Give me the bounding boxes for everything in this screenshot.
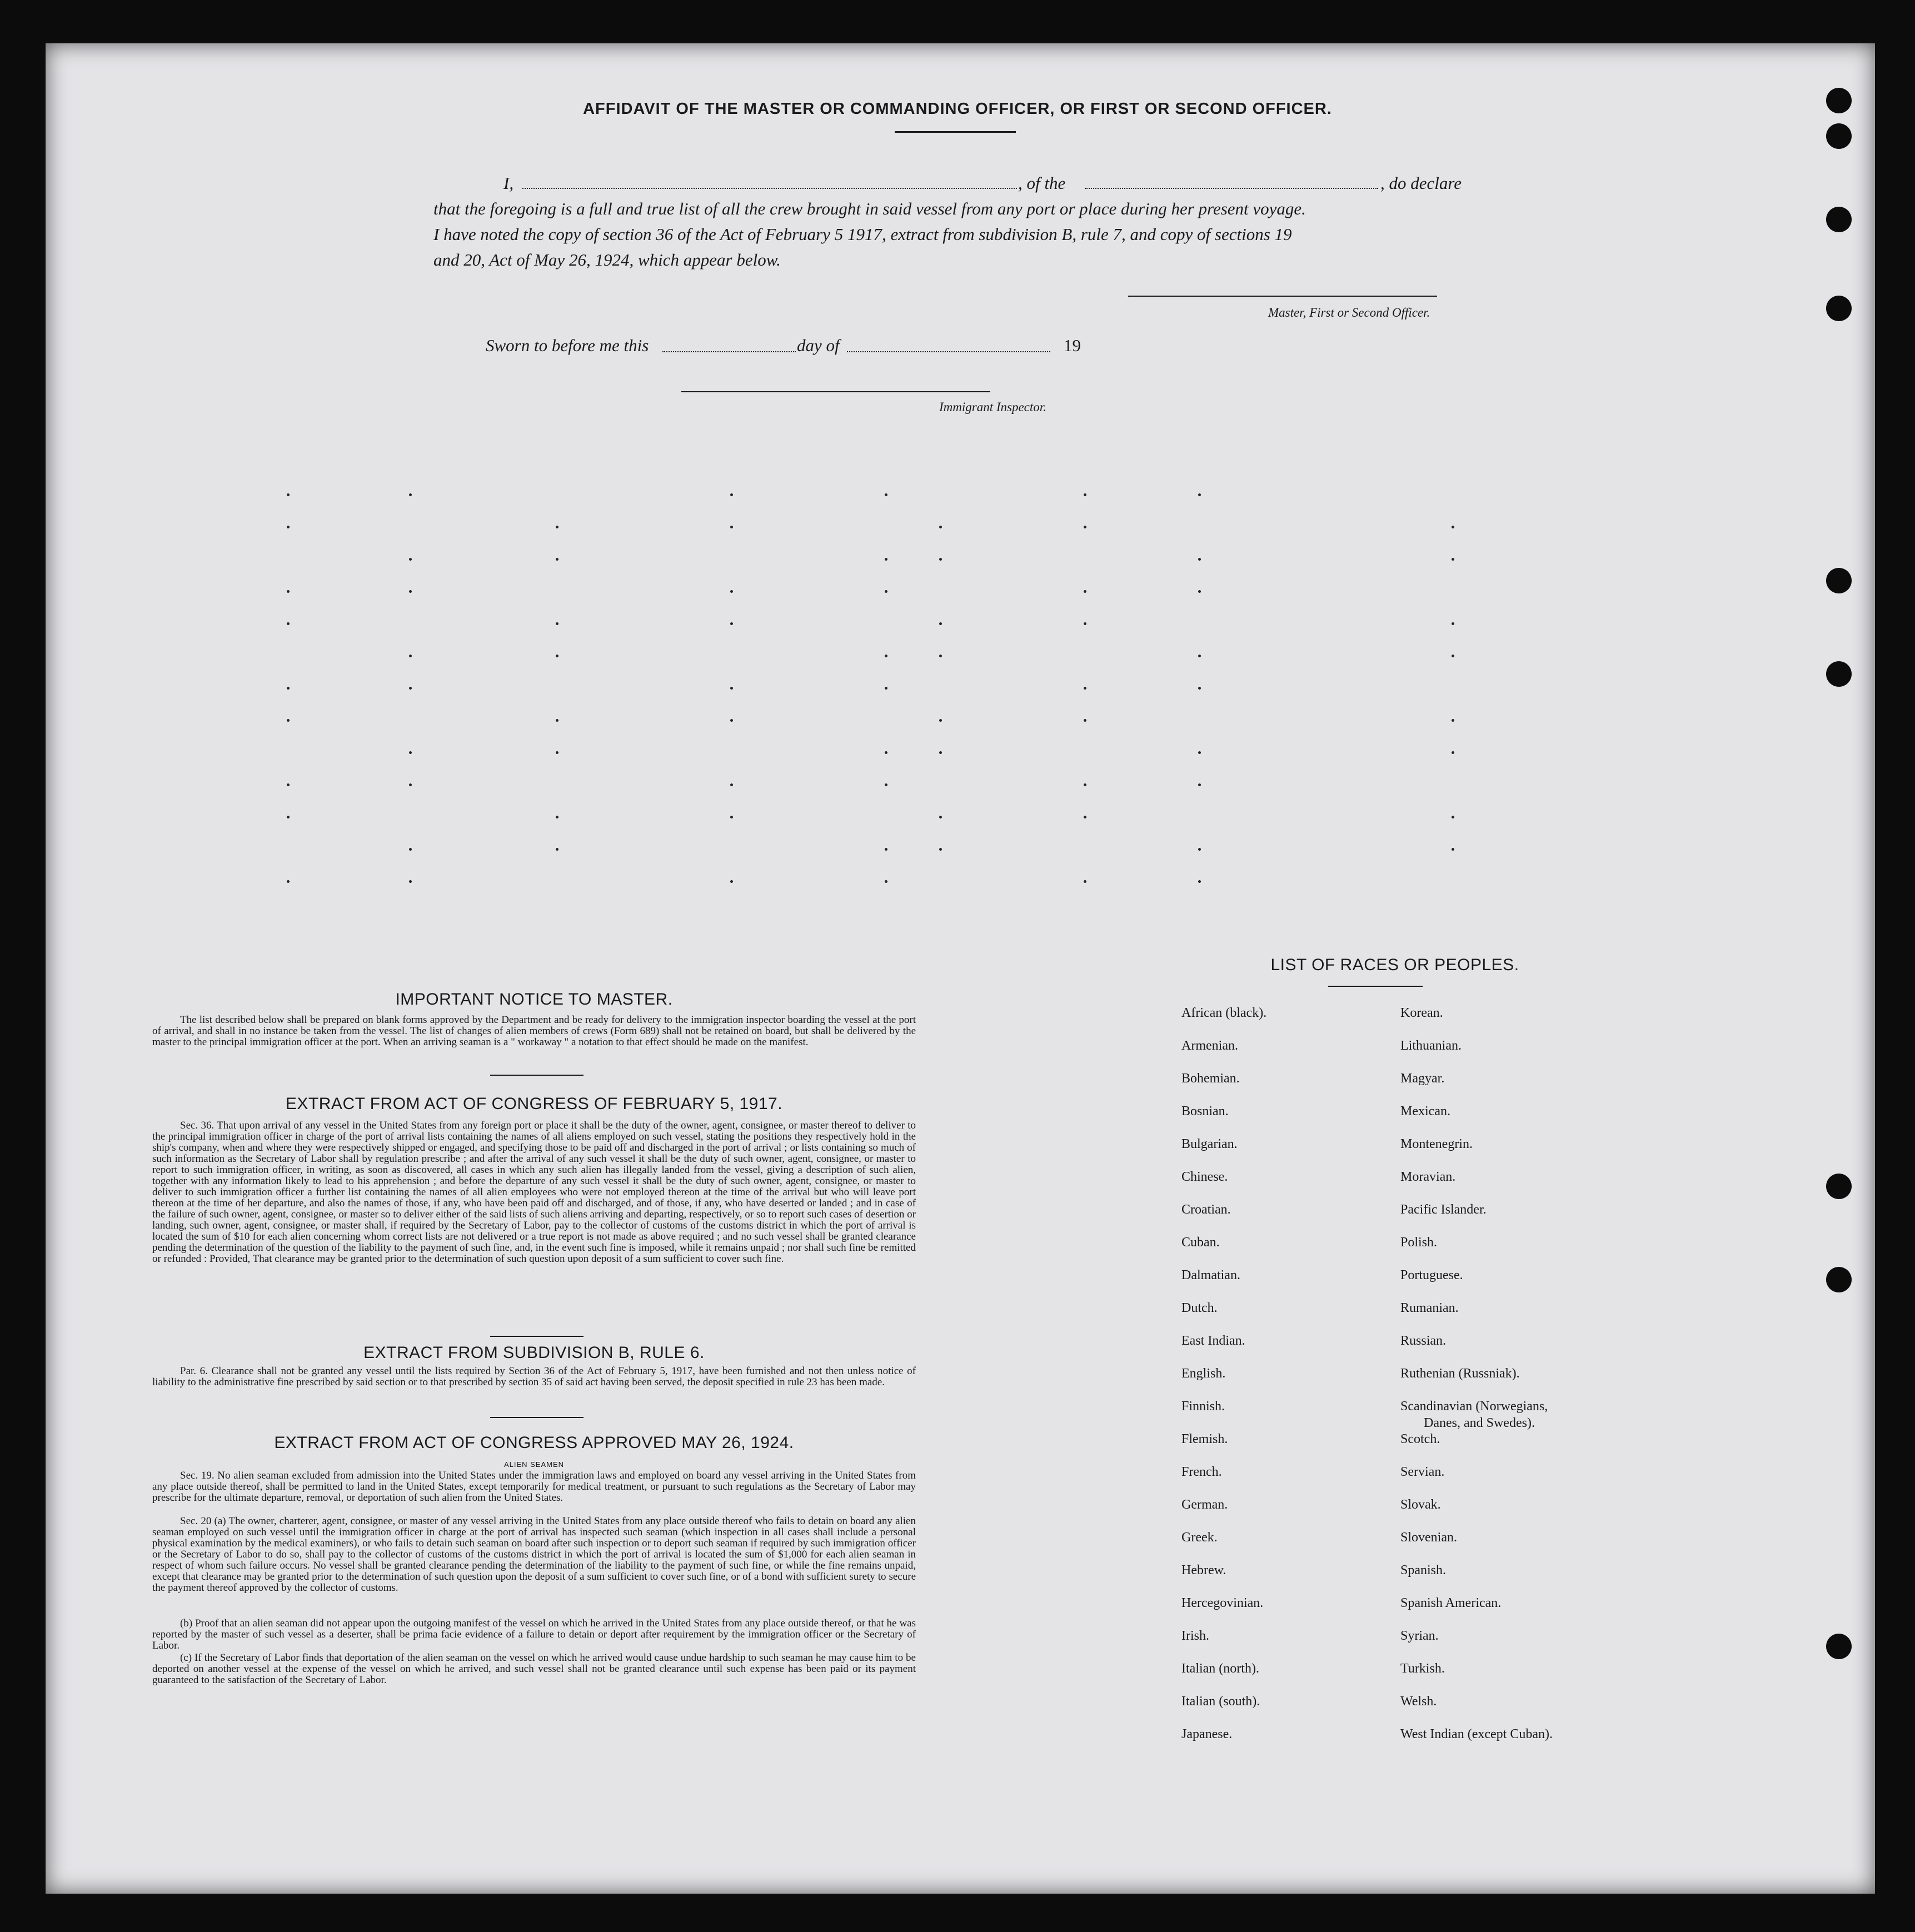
race-item: Montenegrin.	[1400, 1137, 1473, 1151]
race-item: Mexican.	[1400, 1104, 1450, 1119]
guide-dot	[287, 719, 290, 722]
race-item: Hercegovinian.	[1181, 1596, 1264, 1610]
guide-dot	[556, 622, 558, 625]
guide-dot	[885, 687, 887, 690]
guide-dot	[730, 880, 733, 883]
year-prefix: 19	[1064, 336, 1081, 355]
race-item: Croatian.	[1181, 1202, 1231, 1217]
race-item: Korean.	[1400, 1006, 1443, 1020]
guide-dot	[885, 493, 887, 496]
race-item: Armenian.	[1181, 1039, 1238, 1053]
race-item: Portuguese.	[1400, 1268, 1463, 1282]
race-item: Dalmatian.	[1181, 1268, 1240, 1282]
guide-dot	[1084, 493, 1086, 496]
subdivision-b-divider	[490, 1417, 584, 1418]
race-item: Flemish.	[1181, 1432, 1228, 1446]
inspector-caption: Immigrant Inspector.	[939, 400, 1046, 414]
guide-dot	[556, 558, 558, 561]
guide-dot	[939, 526, 942, 528]
race-item: African (black).	[1181, 1006, 1267, 1020]
guide-dot	[1084, 880, 1086, 883]
affidavit-title: AFFIDAVIT OF THE MASTER OR COMMANDING OFFICER, OR FIRST OR SECOND OFFICER.	[583, 100, 1332, 118]
guide-dot	[1084, 526, 1086, 528]
race-item: Spanish.	[1400, 1563, 1447, 1577]
guide-dot	[730, 783, 733, 786]
title-underline	[895, 131, 1016, 133]
race-item: Italian (south).	[1181, 1694, 1260, 1709]
race-item: Ruthenian (Russniak).	[1400, 1366, 1520, 1381]
punch-hole	[1826, 1267, 1852, 1292]
sworn-month-field[interactable]	[847, 351, 1050, 352]
guide-dot	[1452, 655, 1454, 657]
race-item: Spanish American.	[1400, 1596, 1502, 1610]
inspector-signature-line[interactable]	[681, 391, 990, 392]
punch-hole	[1826, 123, 1852, 149]
race-item: Greek.	[1181, 1530, 1218, 1545]
guide-dot	[885, 558, 887, 561]
guide-dot	[287, 880, 290, 883]
guide-dot	[885, 783, 887, 786]
punch-hole	[1826, 568, 1852, 593]
guide-dot	[556, 526, 558, 528]
guide-dot	[556, 655, 558, 657]
extract-1924-subtitle: ALIEN SEAMEN	[503, 1460, 565, 1469]
race-item: English.	[1181, 1366, 1226, 1381]
guide-dot	[885, 590, 887, 593]
race-item: Slovak.	[1400, 1497, 1441, 1512]
guide-dot	[287, 493, 290, 496]
guide-dot	[409, 687, 412, 690]
guide-dot	[730, 719, 733, 722]
guide-dot	[409, 783, 412, 786]
guide-dot	[556, 816, 558, 818]
guide-dot	[556, 751, 558, 754]
guide-dot	[939, 719, 942, 722]
guide-dot	[885, 848, 887, 851]
extract-1917-body: Sec. 36. That upon arrival of any vessel in the United States from any foreign port or place it shall be the duty of the owner, agent, consignee, or master thereof to deliver to the principal immigration officer in charge of the port of arrival lists containing the names of all aliens employed on such vessel, stating the positions they respectively hold in the ship's company, when and where they were respectively shipped or engaged, and specifying those to be paid off and discharged in the port of arrival ; or lists containing so much of such information as the Secretary of Labor shall by regulation prescribe ; and after the arrival of any such vessel it shall be the duty of such owner, agent, consignee, or master to report to such immigration officer, in writing, as soon as discovered, all cases in which any such alien has illegally landed from the vessel, giving a description of such alien, together with any information likely to lead to his apprehension ; and before the departure of any such vessel it shall be the duty of such owner, agent, consignee, or master to deliver to such immigration officer a further list containing the names of all alien employees who were not employed thereon at the time of the arrival but who will leave port thereon at the time of her departure, and also the names of those, if any, who have been paid off and discharged, and of those, if any, who have deserted or landed ; and in case of the failure of such owner, agent, consignee, or master so to deliver either of the said lists of such aliens arriving and departing, respectively, or so to report such cases of desertion or landing, such owner, agent, consignee, or master shall, if required by the Secretary of Labor, pay to the collector of customs of the customs district in which the port of arrival is located the sum of $10 for each alien concerning whom correct lists are not delivered or a true report is not made as above required ; and no such vessel shall be granted clearance pending the determination of the question of the liability to the payment of such fine, and, in the event such fine is imposed, while it remains unpaid ; nor shall such fine be remitted or refunded : Provided, That clearance may be granted prior to the determination of such question upon deposit of a sum sufficient to cover such fine.	[152, 1120, 916, 1265]
race-item: Moravian.	[1400, 1170, 1456, 1184]
race-item: Scotch.	[1400, 1432, 1440, 1446]
affidavit-line-3: I have noted the copy of section 36 of the Act of February 5 1917, extract from subdivision B, rule 7, and copy of sections 19	[433, 224, 1292, 244]
guide-dot	[1452, 848, 1454, 851]
affidavit-line-4: and 20, Act of May 26, 1924, which appear below.	[433, 250, 781, 269]
guide-dot	[730, 590, 733, 593]
extract-1924-sec20b: (b) Proof that an alien seaman did not appear upon the outgoing manifest of the vessel on which he arrived in the United States from any place outside thereof, or that he was reported by the master of such vessel as a deserter, shall be prima facie evidence of a failure to detain or deport after requirement by the immigration officer or the Secretary of Labor.	[152, 1618, 916, 1651]
guide-dot	[1452, 622, 1454, 625]
guide-dot	[287, 622, 290, 625]
punch-hole	[1826, 661, 1852, 687]
signature-caption: Master, First or Second Officer.	[1268, 306, 1430, 319]
race-item: Italian (north).	[1181, 1661, 1259, 1676]
race-item: Japanese.	[1181, 1727, 1233, 1741]
punch-hole	[1826, 207, 1852, 232]
race-item: French.	[1181, 1465, 1222, 1479]
guide-dot	[939, 622, 942, 625]
guide-dot	[1198, 751, 1201, 754]
race-item: Magyar.	[1400, 1071, 1445, 1086]
guide-dot	[287, 783, 290, 786]
race-item: Servian.	[1400, 1465, 1445, 1479]
signature-line[interactable]	[1128, 296, 1437, 297]
guide-dot	[287, 816, 290, 818]
guide-dot	[287, 526, 290, 528]
notice-divider	[490, 1075, 584, 1076]
guide-dot	[409, 493, 412, 496]
guide-dot	[287, 590, 290, 593]
guide-dot	[1084, 622, 1086, 625]
guide-dot	[1452, 816, 1454, 818]
guide-dot	[556, 719, 558, 722]
guide-dot	[409, 848, 412, 851]
races-divider	[1328, 986, 1423, 987]
guide-dot	[1198, 655, 1201, 657]
race-item: Pacific Islander.	[1400, 1202, 1487, 1217]
guide-dot	[1084, 590, 1086, 593]
sworn-day-field[interactable]	[662, 351, 796, 352]
sworn-label: Sworn to before me this	[486, 336, 649, 355]
race-item: German.	[1181, 1497, 1228, 1512]
guide-dot	[409, 590, 412, 593]
guide-dot	[730, 816, 733, 818]
race-item: Syrian.	[1400, 1629, 1439, 1643]
race-item: Slovenian.	[1400, 1530, 1457, 1545]
guide-dot	[1198, 558, 1201, 561]
affidavit-line-2: that the foregoing is a full and true list of all the crew brought in said vessel from any port or place during her present voyage.	[433, 199, 1306, 218]
guide-dot	[939, 751, 942, 754]
guide-dot	[730, 622, 733, 625]
guide-dot	[409, 880, 412, 883]
guide-dot	[939, 558, 942, 561]
guide-dot	[409, 655, 412, 657]
race-item: Irish.	[1181, 1629, 1209, 1643]
guide-dot	[287, 687, 290, 690]
race-item: East Indian.	[1181, 1334, 1245, 1348]
guide-dot	[1198, 590, 1201, 593]
race-item: Rumanian.	[1400, 1301, 1459, 1315]
guide-dot	[939, 848, 942, 851]
guide-dot	[1084, 783, 1086, 786]
guide-dot	[1452, 719, 1454, 722]
guide-dot	[730, 526, 733, 528]
race-item-scandinavian-cont: Danes, and Swedes).	[1424, 1416, 1535, 1430]
extract-1924-title: EXTRACT FROM ACT OF CONGRESS APPROVED MAY 26, 1924.	[274, 1434, 794, 1452]
race-item: Turkish.	[1400, 1661, 1445, 1676]
guide-dot	[1084, 719, 1086, 722]
guide-dot	[885, 751, 887, 754]
race-item: Hebrew.	[1181, 1563, 1226, 1577]
extract-1924-sec19: Sec. 19. No alien seaman excluded from admission into the United States under the immigration laws and employed on board any vessel arriving in the United States from any place outside thereof, shall be permitted to land in the United States, except temporarily for medical treatment, or pursuant to such regulations as the Secretary of Labor may prescribe for the ultimate departure, removal, or deportation of such alien from the United States.	[152, 1470, 916, 1504]
guide-dot	[1452, 558, 1454, 561]
vessel-field[interactable]	[1085, 188, 1378, 189]
subdivision-b-body: Par. 6. Clearance shall not be granted any vessel until the lists required by Section 36 of the Act of February 5, 1917, have been furnished and not then unless notice of liability to the administrative fine prescribed by said section or to that prescribed by section 35 of said act having been served, the deposit specified in rule 23 has been made.	[152, 1365, 916, 1388]
guide-dot	[939, 816, 942, 818]
race-item: Lithuanian.	[1400, 1039, 1462, 1053]
guide-dot	[1198, 848, 1201, 851]
guide-dot	[885, 655, 887, 657]
race-item: Chinese.	[1181, 1170, 1228, 1184]
affidavit-i-label: I,	[503, 173, 514, 193]
guide-dot	[730, 687, 733, 690]
guide-dot	[1452, 526, 1454, 528]
race-item: Bulgarian.	[1181, 1137, 1238, 1151]
affidavit-declare-label: , do declare	[1380, 173, 1462, 193]
guide-dot	[885, 880, 887, 883]
race-item: Polish.	[1400, 1235, 1438, 1250]
guide-dot	[1198, 687, 1201, 690]
races-title: LIST OF RACES OR PEOPLES.	[1270, 956, 1519, 974]
notice-body: The list described below shall be prepared on blank forms approved by the Department and be ready for delivery to the immigration inspector boarding the vessel at the port of arrival, and shall in no instance be taken from the vessel. The list of changes of alien members of crews (Form 689) shall not be retained on board, but shall be delivered by the master to the principal immigration officer at the port. When an arriving seaman is a " workaway " a notation to that effect should be made on the manifest.	[152, 1014, 916, 1048]
race-item: Dutch.	[1181, 1301, 1218, 1315]
guide-dot	[409, 751, 412, 754]
guide-dot	[1198, 493, 1201, 496]
race-item: Bohemian.	[1181, 1071, 1240, 1086]
form-sheet	[46, 43, 1875, 1894]
race-item: Finnish.	[1181, 1399, 1225, 1414]
extract-1917-title: EXTRACT FROM ACT OF CONGRESS OF FEBRUARY 5, 1917.	[285, 1095, 783, 1113]
guide-dot	[556, 848, 558, 851]
guide-dot	[939, 655, 942, 657]
race-item: Bosnian.	[1181, 1104, 1229, 1119]
punch-hole	[1826, 296, 1852, 321]
race-item: West Indian (except Cuban).	[1400, 1727, 1553, 1741]
punch-hole	[1826, 1634, 1852, 1659]
guide-dot	[1084, 816, 1086, 818]
subdivision-b-title: EXTRACT FROM SUBDIVISION B, RULE 6.	[363, 1344, 705, 1362]
extract-1924-sec20c: (c) If the Secretary of Labor finds that deportation of the alien seaman on the vessel on which he arrived would cause undue hardship to such seaman he may cause him to be deported on another vessel at the expense of the vessel on which he arrived, and such vessel shall not be granted clearance until such expense has been paid or its payment guaranteed to the satisfaction of the Secretary of Labor.	[152, 1652, 916, 1686]
race-item: Cuban.	[1181, 1235, 1220, 1250]
name-field[interactable]	[522, 188, 1017, 189]
notice-title: IMPORTANT NOTICE TO MASTER.	[395, 990, 673, 1009]
guide-dot	[1198, 783, 1201, 786]
race-item: Russian.	[1400, 1334, 1447, 1348]
race-item: Scandinavian (Norwegians,	[1400, 1399, 1548, 1414]
race-item: Welsh.	[1400, 1694, 1437, 1709]
punch-hole	[1826, 1174, 1852, 1199]
guide-dot	[730, 493, 733, 496]
extract-1917-divider	[490, 1336, 584, 1337]
guide-dot	[1452, 751, 1454, 754]
guide-dot	[1198, 880, 1201, 883]
guide-dot	[409, 558, 412, 561]
day-of-label: day of	[797, 336, 840, 355]
extract-1924-sec20a: Sec. 20 (a) The owner, charterer, agent, consignee, or master of any vessel arriving in the United States from any place outside thereof who fails to detain on board any alien seaman employed on such vessel until the immigration officer in charge at the port of arrival has inspected such seaman (which inspection in all cases shall include a personal physical examination by the medical examiners), or who fails to detain such seaman on board after such inspection or to deport such seaman if required by such immigration officer or the Secretary of Labor to do so, shall pay to the collector of customs of the customs district in which the port of arrival is located the sum of $1,000 for each alien seaman in respect of whom such failure occurs. No vessel shall be granted clearance pending the determination of the liability to the payment of such fine, or while the fine remains unpaid, except that clearance may be granted prior to the determination of such question upon the deposit of a sum sufficient to cover such fine, or of a bond with sufficient surety to secure the payment thereof approved by the collector of customs.	[152, 1515, 916, 1594]
affidavit-of-label: , of the	[1018, 173, 1066, 193]
guide-dot	[1084, 687, 1086, 690]
